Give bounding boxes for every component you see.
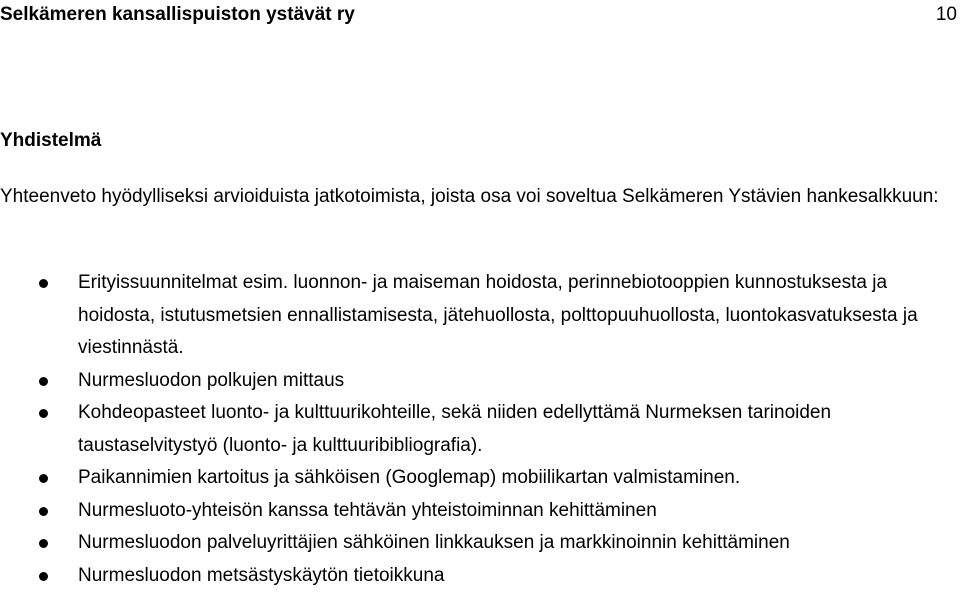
action-list: [0, 267, 955, 592]
list-item: [0, 267, 955, 365]
document-title: Selkämeren kansallispuiston ystävät ry: [0, 4, 355, 25]
list-item-text: Paikannimien kartoitus ja sähköisen (Googlemap) mobiilikartan valmistaminen.: [78, 467, 741, 488]
list-item: [0, 397, 955, 462]
list-item-text: Nurmesluodon polkujen mittaus: [78, 369, 345, 391]
intro-paragraph: Yhteenveto hyödylliseksi arvioiduista jatkotoimista, joista osa voi soveltua Selkämeren Ystävien hankesalkkuun:: [0, 186, 939, 207]
bullet-icon: [39, 279, 48, 288]
page-header: [0, 2, 960, 28]
bullet-icon: [39, 507, 48, 516]
page-number: 10: [935, 4, 957, 25]
list-item: [0, 495, 955, 528]
list-item-text: Nurmesluodon palveluyrittäjien sähköinen linkkauksen ja markkinoinnin kehittäminen: [78, 532, 790, 553]
list-item: [0, 560, 955, 593]
list-item-text: Kohdeopasteet luonto- ja kulttuurikohteille, sekä niiden edellyttämä Nurmeksen tarinoiden taustaselvitystyö (luonto- ja kulttuuribibliografia).: [78, 402, 832, 456]
list-item: [0, 365, 955, 398]
list-item-text: Erityissuunnitelmat esim. luonnon- ja maiseman hoidosta, perinnebiotooppien kunnostuksesta ja hoidosta, istutusmetsien ennallistamisesta, jätehuollosta, polttopuuhuollosta, luontokasvatuksesta ja viestinnästä.: [78, 272, 918, 358]
bullet-icon: [39, 539, 48, 548]
bullet-icon: [39, 409, 48, 418]
list-item-text: Nurmesluoto-yhteisön kanssa tehtävän yhteistoiminnan kehittäminen: [78, 499, 657, 521]
list-item-text: Nurmesluodon metsästyskäytön tietoikkuna: [78, 564, 445, 586]
bullet-icon: [39, 377, 48, 386]
bullet-icon: [39, 474, 48, 483]
list-item: [0, 462, 955, 495]
bullet-icon: [39, 572, 48, 581]
list-item: [0, 527, 955, 560]
section-heading: Yhdistelmä: [0, 130, 102, 151]
